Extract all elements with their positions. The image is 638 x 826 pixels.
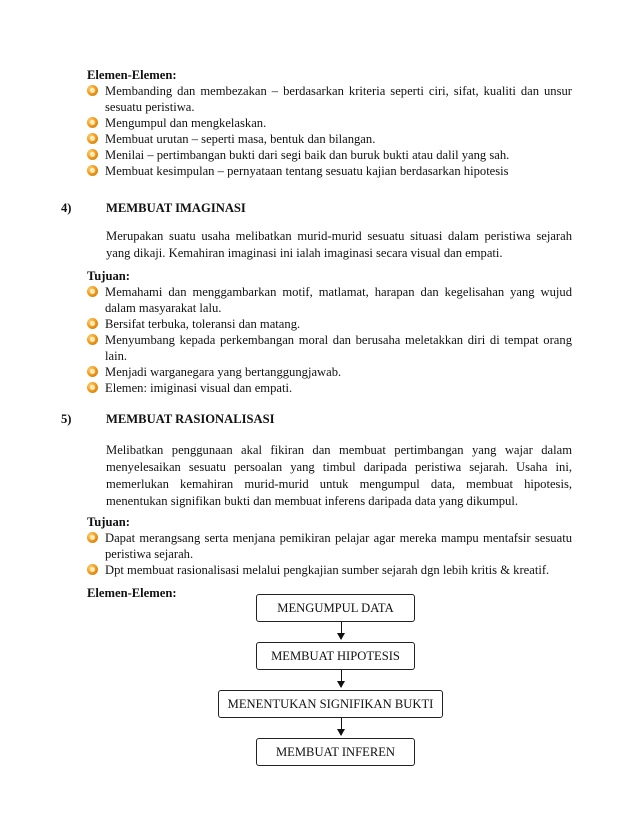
section3-elements-heading: Elemen-Elemen: <box>87 68 177 82</box>
bullet-icon <box>87 85 98 96</box>
section4-tujuan <box>87 268 572 396</box>
flow-step-membuat-inferen: MEMBUAT INFEREN <box>256 738 415 766</box>
list-item: Menjadi warganegara yang bertanggungjawab. <box>87 364 572 380</box>
section5-elements-heading: Elemen-Elemen: <box>87 586 177 600</box>
bullet-icon <box>87 286 98 297</box>
bullet-icon <box>87 149 98 160</box>
bullet-icon <box>87 382 98 393</box>
section4-tujuan-list <box>87 284 572 396</box>
section4-number: 4) <box>61 201 72 215</box>
bullet-icon <box>87 318 98 329</box>
section5-tujuan-list <box>87 530 572 578</box>
section4-paragraph: Merupakan suatu usaha melibatkan murid-murid sesuatu situasi dalam peristiwa sejarah yang dikaji. Kemahiran imaginasi ini ialah imaginasi secara visual dan empati. <box>106 229 572 260</box>
section5-paragraph: Melibatkan penggunaan akal fikiran dan membuat pertimbangan yang wajar dalam menyelesaikan sesuatu persoalan yang timbul daripada peristiwa sejarah. Usaha ini, memerlukan kemahiran murid-murid untuk mengumpul data, membuat hipotesis, menentukan signifikan bukti dan membuat inferens daripada data yang dikumpul. <box>106 443 572 508</box>
flowchart <box>0 594 638 774</box>
list-item: Menyumbang kepada perkembangan moral dan berusaha meletakkan diri di tempat orang lain. <box>87 332 572 364</box>
list-item: Elemen: imiginasi visual dan empati. <box>87 380 572 396</box>
section5-tujuan <box>87 514 572 578</box>
bullet-icon <box>87 532 98 543</box>
section5-number: 5) <box>61 412 72 426</box>
section4-title: MEMBUAT IMAGINASI <box>106 201 246 215</box>
bullet-icon <box>87 366 98 377</box>
arrow-down-icon <box>341 622 342 639</box>
bullet-icon <box>87 133 98 144</box>
list-item: Membuat urutan – seperti masa, bentuk dan bilangan. <box>87 131 572 147</box>
bullet-icon <box>87 117 98 128</box>
list-item: Memahami dan menggambarkan motif, matlamat, harapan dan kegelisahan yang wujud dalam masyarakat lalu. <box>87 284 572 316</box>
section5-title: MEMBUAT RASIONALISASI <box>106 412 275 426</box>
list-item: Bersifat terbuka, toleransi dan matang. <box>87 316 572 332</box>
list-item: Membanding dan membezakan – berdasarkan kriteria seperti ciri, sifat, kualiti dan unsur sesuatu peristiwa. <box>87 83 572 115</box>
bullet-icon <box>87 564 98 575</box>
list-item: Menilai – pertimbangan bukti dari segi baik dan buruk bukti atau dalil yang sah. <box>87 147 572 163</box>
list-item: Mengumpul dan mengkelaskan. <box>87 115 572 131</box>
arrow-down-icon <box>341 670 342 687</box>
flow-step-mengumpul-data: MENGUMPUL DATA <box>256 594 415 622</box>
list-item: Membuat kesimpulan – pernyataan tentang sesuatu kajian berdasarkan hipotesis <box>87 163 572 179</box>
flow-step-membuat-hipotesis: MEMBUAT HIPOTESIS <box>256 642 415 670</box>
section5-tujuan-heading: Tujuan: <box>87 515 130 529</box>
flow-step-menentukan-signifikan-bukti: MENENTUKAN SIGNIFIKAN BUKTI <box>218 690 443 718</box>
section4-tujuan-heading: Tujuan: <box>87 269 130 283</box>
bullet-icon <box>87 165 98 176</box>
section3-elements-list <box>87 83 572 179</box>
list-item: Dapat merangsang serta menjana pemikiran pelajar agar mereka mampu mentafsir sesuatu peristiwa sejarah. <box>87 530 572 562</box>
section3-elements <box>87 67 572 179</box>
arrow-down-icon <box>341 718 342 735</box>
bullet-icon <box>87 334 98 345</box>
list-item: Dpt membuat rasionalisasi melalui pengkajian sumber sejarah dgn lebih kritis & kreatif. <box>87 562 572 578</box>
